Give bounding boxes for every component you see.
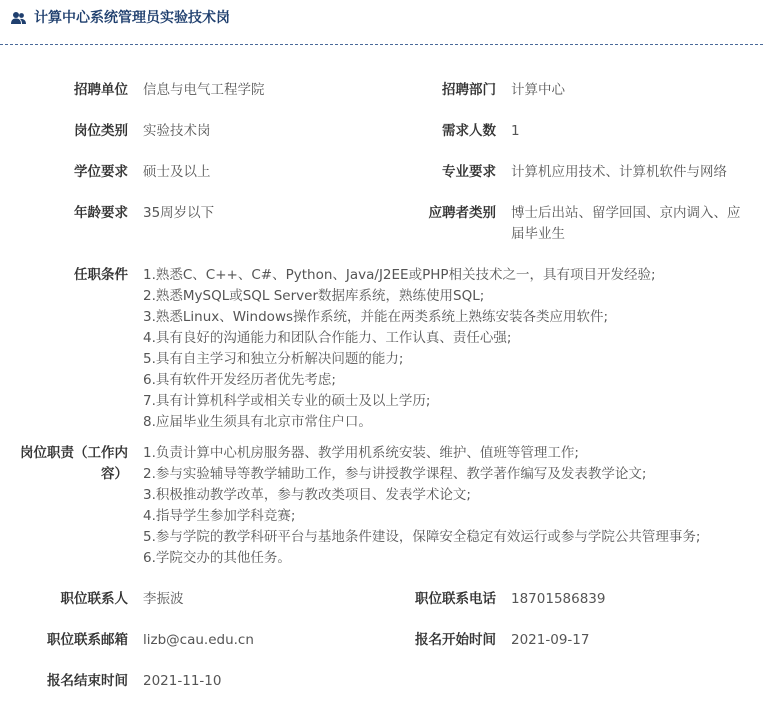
value-applicant-type bbox=[511, 203, 741, 245]
users-icon bbox=[11, 11, 26, 25]
value-contact-phone: 18701586839 bbox=[511, 591, 606, 607]
label-duties bbox=[20, 443, 128, 485]
value-end-date: 2021-11-10 bbox=[143, 673, 222, 689]
value-start-date: 2021-09-17 bbox=[511, 632, 590, 648]
label-duties-line: 容） bbox=[101, 466, 128, 482]
list-item: 6.学院交办的其他任务。 bbox=[143, 550, 291, 566]
value-age: 35周岁以下 bbox=[143, 205, 215, 221]
value-contact-person: 李振波 bbox=[143, 591, 184, 607]
list-item: 3.熟悉Linux、Windows操作系统，并能在两类系统上熟练安装各类应用软件; bbox=[143, 309, 609, 325]
list-item: 2.熟悉MySQL或SQL Server数据库系统，熟练使用SQL; bbox=[143, 288, 485, 304]
label-end-date: 报名结束时间 bbox=[47, 673, 128, 689]
label-contact-person: 职位联系人 bbox=[60, 591, 128, 607]
label-post-category: 岗位类别 bbox=[74, 123, 128, 139]
label-degree: 学位要求 bbox=[74, 164, 128, 180]
requirements-list bbox=[143, 265, 656, 433]
label-recruiting-unit: 招聘单位 bbox=[74, 82, 128, 98]
list-item: 5.具有自主学习和独立分析解决问题的能力; bbox=[143, 351, 404, 367]
list-item: 5.参与学院的教学科研平台与基地条件建设，保障安全稳定有效运行或参与学院公共管理事务; bbox=[143, 529, 701, 545]
list-item: 3.积极推动教学改革，参与教改类项目、发表学术论文; bbox=[143, 487, 471, 503]
label-requirements: 任职条件 bbox=[74, 267, 128, 283]
label-applicant-type: 应聘者类别 bbox=[428, 205, 496, 221]
label-age: 年龄要求 bbox=[74, 205, 128, 221]
list-item: 6.具有软件开发经历者优先考虑; bbox=[143, 372, 336, 388]
value-applicant-type-line: 博士后出站、留学回国、京内调入、应 bbox=[511, 205, 741, 221]
label-recruiting-dept: 招聘部门 bbox=[442, 82, 496, 98]
value-post-category: 实验技术岗 bbox=[143, 123, 211, 139]
label-duties-line: 岗位职责（工作内 bbox=[20, 445, 128, 461]
label-start-date: 报名开始时间 bbox=[415, 632, 496, 648]
label-headcount: 需求人数 bbox=[442, 123, 496, 139]
value-major: 计算机应用技术、计算机软件与网络 bbox=[511, 164, 727, 180]
section-header bbox=[0, 0, 763, 45]
list-item: 1.熟悉C、C++、C#、Python、Java/J2EE或PHP相关技术之一，具有项目开发经验; bbox=[143, 267, 656, 283]
value-applicant-type-line: 届毕业生 bbox=[511, 226, 565, 242]
list-item: 1.负责计算中心机房服务器、教学用机系统安装、维护、值班等管理工作; bbox=[143, 445, 579, 461]
list-item: 7.具有计算机科学或相关专业的硕士及以上学历; bbox=[143, 393, 431, 409]
list-item: 8.应届毕业生须具有北京市常住户口。 bbox=[143, 414, 372, 430]
value-recruiting-dept: 计算中心 bbox=[511, 82, 565, 98]
value-recruiting-unit: 信息与电气工程学院 bbox=[143, 82, 265, 98]
label-major: 专业要求 bbox=[442, 164, 496, 180]
duties-list bbox=[143, 443, 700, 569]
page-title: 计算中心系统管理员实验技术岗 bbox=[34, 10, 230, 26]
label-contact-phone: 职位联系电话 bbox=[415, 591, 496, 607]
label-contact-email: 职位联系邮箱 bbox=[47, 632, 128, 648]
value-headcount: 1 bbox=[511, 123, 520, 139]
value-degree: 硕士及以上 bbox=[143, 164, 211, 180]
list-item: 4.具有良好的沟通能力和团队合作能力、工作认真、责任心强; bbox=[143, 330, 512, 346]
value-contact-email: lizb@cau.edu.cn bbox=[143, 632, 254, 648]
list-item: 2.参与实验辅导等教学辅助工作，参与讲授教学课程、教学著作编写及发表教学论文; bbox=[143, 466, 647, 482]
list-item: 4.指导学生参加学科竞赛; bbox=[143, 508, 296, 524]
